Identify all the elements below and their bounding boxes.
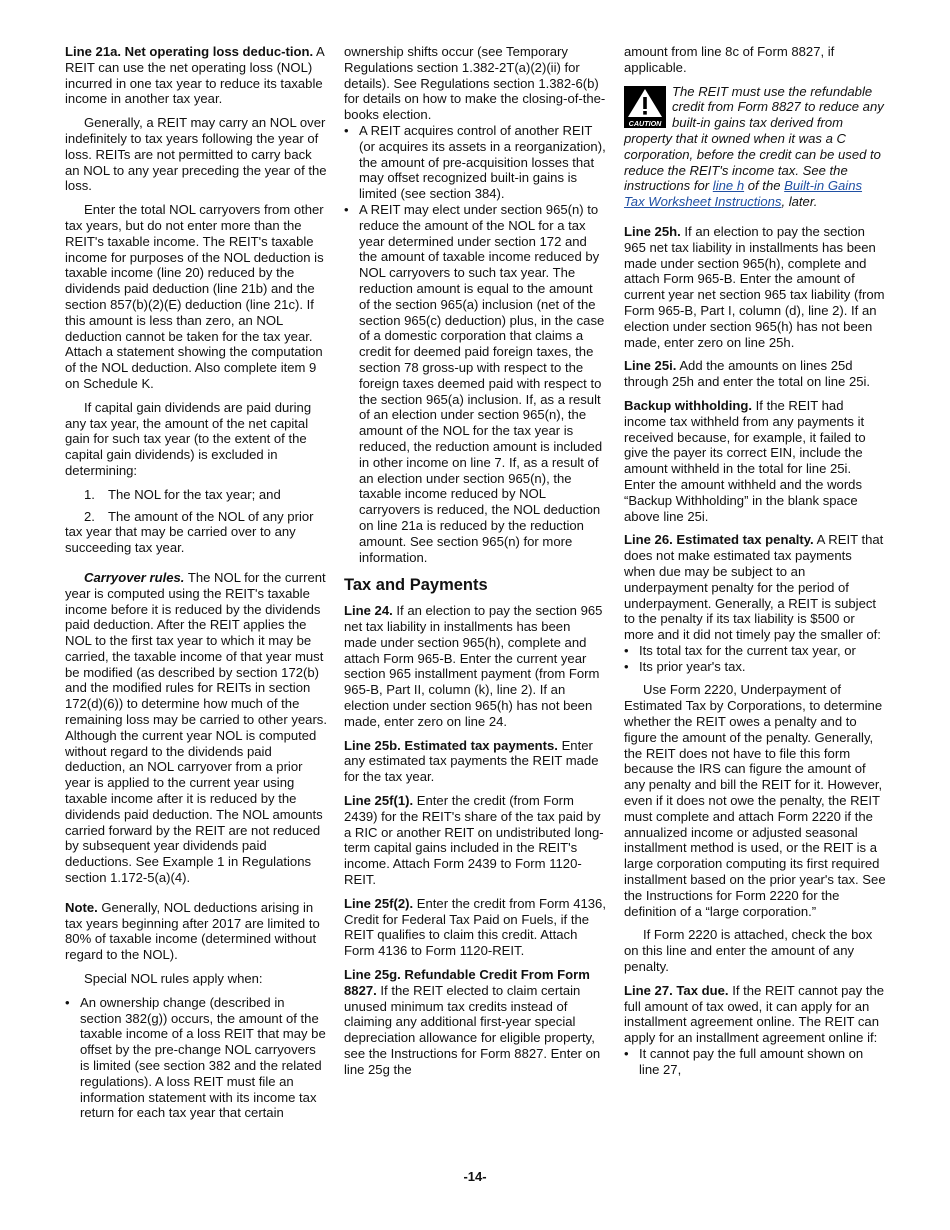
page-number: -14- [463, 1169, 487, 1184]
bullet-icon: • [624, 658, 629, 674]
list-item [624, 659, 886, 675]
line-21a-paragraph [65, 44, 327, 107]
list-item [344, 202, 606, 565]
note-heading: Note. [65, 899, 98, 915]
bullet-icon: • [344, 122, 349, 138]
line-25f1-paragraph [344, 793, 606, 888]
column-left [65, 44, 327, 1121]
bullet-icon: • [624, 1046, 629, 1062]
line-26-text: A REIT that does not make estimated tax payments when due may be subject to an underpayment penalty for the period of underpayment. Generally, a REIT is subject to the penalty if its tax liability is $500 or more and it did not timely pay the smaller of: [624, 532, 884, 643]
line-25g-heading: Line 25g. Refundable Credit From Form 8827. [344, 967, 590, 998]
capital-gain-paragraph: If capital gain dividends are paid during any tax year, the amount of the net capital gain for such tax year (to the extent of the capital gain dividends) is excluded in determining: [65, 399, 312, 478]
column-middle [344, 44, 606, 1086]
line-25b-heading: Line 25b. Estimated tax payments. [344, 737, 558, 753]
line-27-heading: Line 27. Tax due. [624, 982, 729, 998]
line-26-heading: Line 26. Estimated tax penalty. [624, 532, 814, 548]
numbered-item-2: 2. The amount of the NOL of any prior tax year that may be carried over to any succeeding tax year. [65, 508, 314, 556]
line-25b-text: Enter any estimated tax payments the REIT made for the tax year. [344, 737, 599, 785]
backup-withholding-heading: Backup withholding. [624, 397, 753, 413]
carryover-heading: Carryover rules. [84, 569, 185, 585]
continued-paragraph: ownership shifts occur (see Temporary Regulations section 1.382-2T(a)(2)(ii) for details). See Regulations section 1.382-6(b) for details on how to make the closing-of-the-books election. [344, 44, 606, 123]
line-25b-paragraph [344, 738, 606, 785]
line-25f1-text: Enter the credit (from Form 2439) for the REIT's share of the tax paid by a RIC or another REIT on undistributed long-term capital gains included in the REIT's income. Attach Form 2439 to Form 1120-REIT. [344, 793, 604, 888]
line-h-link[interactable]: line h [712, 178, 745, 194]
backup-withholding-text: If the REIT had income tax withheld from any payments it received because, for example, it failed to give the payer its correct EIN, include the amount withheld in the total for line 25i. Enter the amount withheld and the words “Backup Withholding” in the blank space above line 25i. [624, 397, 866, 524]
line-25i-text: Add the amounts on lines 25d through 25h and enter the total on line 25i. [624, 358, 871, 390]
bullet-text: An ownership change (described in section 382(g)) occurs, the amount of the taxable income of a loss REIT that may be offset by the pre-change NOL carryovers is limited (see section 382 and the related regulations). A loss REIT must file an information statement with its income tax return for each tax year that certain [80, 994, 326, 1121]
line-24-paragraph [344, 603, 606, 729]
continued-paragraph: amount from line 8c of Form 8827, if applicable. [624, 44, 835, 75]
caution-text: of the [747, 178, 781, 194]
line-25f2-heading: Line 25f(2). [344, 895, 414, 911]
line-24-text: If an election to pay the section 965 net tax liability in installments has been made under section 965(h), complete and attach Form 965-B. Enter the current year section 965 installment payment (from Form 965-B, Part II, column (k), line 2). If an election under section 965(h) has not been made, enter zero on line 24. [344, 603, 603, 729]
line-26-paragraph [624, 532, 886, 643]
special-rules-paragraph: Special NOL rules apply when: [84, 971, 263, 987]
line-21a-text: A REIT can use the net operating loss (NOL) incurred in one tax year to reduce its taxable income in another tax year. [65, 44, 325, 107]
caution-box [624, 84, 886, 210]
bullet-text: A REIT may elect under section 965(n) to reduce the amount of the NOL for a tax year determined under section 172 and the amount of taxable income reduced by NOL carryovers to such tax year. The reduction amount is equal to the amount of the section 965(a) inclusion (net of the section 965(c) deduction) plus, in the case of a domestic corporation that claims a credit for deemed paid foreign taxes, the section 78 gross-up with respect to the foreign taxes deemed paid with respect to the section 965(a) inclusion. If, as a result of an election under section 965(n), the amount of the NOL for the tax year is reduced, the reduction amount is included in other income on line 7. If, as a result of an election under section 965(n), the taxable income reduced by NOL carryovers is reduced, the NOL deduction on line 21a is reduced by the reduction amount. See section 965(n) for more information. [359, 201, 605, 565]
caution-icon [624, 86, 666, 128]
list-item [65, 995, 327, 1121]
numbered-item-1: 1. The NOL for the tax year; and [84, 486, 281, 502]
note-paragraph [65, 900, 327, 963]
section-heading: Tax and Payments [344, 576, 488, 595]
list-item [344, 123, 606, 202]
carryover-text: The NOL for the current year is computed using the REIT's taxable income before it is reduced by the dividends paid deduction. After the REIT applies the NOL to the first tax year to which it may be carried, the taxable income of that year must be modified (as described by section 172(b) and the modified rules for REITs in section 172(d)(6)) to determine how much of the remaining loss may be carried to other years. Although the current year NOL is computed without regard to the dividends paid deduction, an NOL carryover from a prior year is applied to the current year using taxable income after it is reduced by the dividends paid deduction. The NOL amounts carried forward by the REIT are not reduced by subsequent year dividends paid deductions. See Example 1 in Regulations section 1.172-5(a)(4). [65, 569, 327, 886]
bullet-text: A REIT acquires control of another REIT (or acquires its assets in a reorganization), the amount of pre-acquisition losses that may offset recognized built-in gains is limited (see section 384). [359, 122, 606, 202]
carryover-paragraph [65, 570, 327, 886]
bullet-icon: • [624, 642, 629, 658]
bullet-text: Its prior year's tax. [639, 658, 746, 674]
nol-enter-paragraph: Enter the total NOL carryovers from other tax years, but do not enter more than the REIT's taxable income. The REIT's taxable income for purposes of the NOL deduction is taxable income (line 20) reduced by the dividends paid deduction (line 21b) and the section 857(b)(2)(E) deduction (line 21c). If this amount is less than zero, an NOL deduction cannot be taken for the tax year. Attach a statement showing the computation of the NOL deduction. Also complete item 9 on Schedule K. [65, 202, 324, 391]
line-25g-paragraph [344, 967, 606, 1078]
caution-label: CAUTION [628, 118, 662, 128]
bullet-icon: • [344, 201, 349, 217]
form-2220-attached-paragraph: If Form 2220 is attached, check the box on this line and enter the amount of any penalty. [624, 927, 873, 975]
list-item [624, 643, 886, 659]
caution-text: The REIT must use the refundable credit from Form 8827 to reduce any built-in gains tax derived from property that it owned when it was a C corporation, before the credit can be used to reduce the REIT's income tax. See the instructions for [624, 83, 884, 194]
caution-text: , later. [781, 194, 818, 210]
built-in-gains-worksheet-link[interactable]: Built-in Gains Tax Worksheet Instructions [624, 178, 863, 210]
line-27-paragraph [624, 983, 886, 1046]
line-25f2-paragraph [344, 896, 606, 959]
note-text: Generally, NOL deductions arising in tax years beginning after 2017 are limited to 80% of taxable income (determined without regard to the NOL). [65, 899, 320, 963]
line-25h-heading: Line 25h. [624, 223, 681, 239]
line-25h-paragraph [624, 224, 886, 350]
line-25f1-heading: Line 25f(1). [344, 793, 414, 809]
bullet-text: Its total tax for the current tax year, or [639, 642, 856, 658]
line-25f2-text: Enter the credit from Form 4136, Credit for Federal Tax Paid on Fuels, if the REIT qualifies to claim this credit. Attach Form 4136 to Form 1120-REIT. [344, 895, 606, 959]
line-25h-text: If an election to pay the section 965 net tax liability in installments has been made under section 965(h), complete and attach Form 965-B. Enter the amount of current year net section 965 tax liability (from Form 965-B, Part I, column (d), line 2). If an election under section 965(h) has not been made, enter zero on line 25h. [624, 223, 885, 350]
line-25i-paragraph [624, 358, 886, 390]
line-21a-heading: Line 21a. Net operating loss deduc-tion. [65, 44, 314, 59]
line-25i-heading: Line 25i. [624, 358, 677, 374]
bullet-text: It cannot pay the full amount shown on line 27, [639, 1046, 864, 1077]
backup-withholding-paragraph [624, 398, 886, 524]
bullet-icon: • [65, 994, 70, 1010]
line-24-heading: Line 24. [344, 603, 393, 619]
nol-generally-paragraph: Generally, a REIT may carry an NOL over indefinitely to tax years following the year of loss. REITs are not permitted to carry back an NOL to any year preceding the year of the loss. [65, 115, 327, 194]
list-item [624, 1046, 886, 1078]
line-27-text: If the REIT cannot pay the full amount of tax owed, it can apply for an installment agreement online. The REIT can apply for an installment agreement online if: [624, 982, 885, 1046]
column-right [624, 44, 886, 1078]
form-2220-paragraph: Use Form 2220, Underpayment of Estimated Tax by Corporations, to determine whether the REIT owes a penalty and to figure the amount of the penalty. Generally, the REIT does not have to file this form because the IRS can figure the amount of any penalty and bill the REIT for it. However, even if it does not owe the penalty, the REIT must complete and attach Form 2220 if the annualized income or adjusted seasonal installment method is used, or the REIT is a large corporation computing its first required installment based on the prior year's tax. See the Instructions for Form 2220 for the definition of a “large corporation.” [624, 682, 886, 919]
line-25g-text: If the REIT elected to claim certain unused minimum tax credits instead of claiming any additional first-year special depreciation allowance for eligible property, see the Instructions for Form 8827. Enter on line 25g the [344, 982, 601, 1077]
